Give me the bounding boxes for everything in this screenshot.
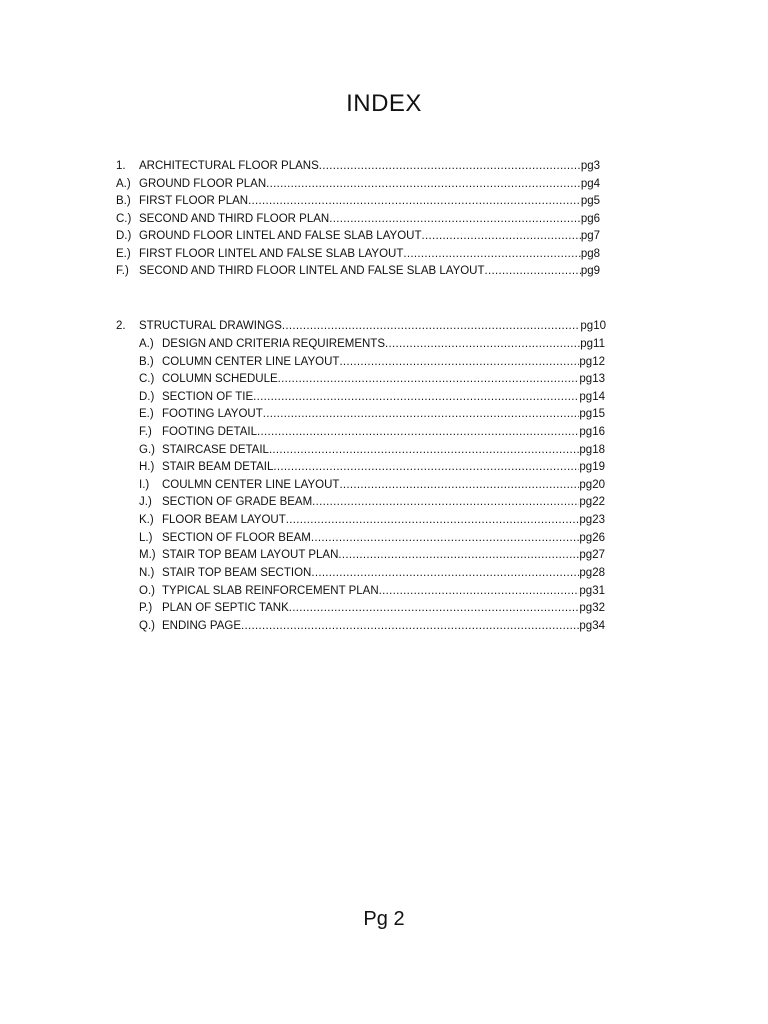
toc-item	[139, 356, 605, 373]
toc-item-letter: K.)	[139, 514, 154, 526]
toc-item-label: FIRST FLOOR LINTEL AND FALSE SLAB LAYOUT	[139, 248, 404, 260]
toc-item-label: DESIGN AND CRITERIA REQUIREMENTS	[162, 338, 386, 350]
page-number: Pg 2	[363, 908, 405, 930]
toc-page-ref: pg3	[580, 160, 600, 172]
toc-item	[139, 391, 605, 408]
toc-page-ref: pg8	[580, 248, 600, 260]
toc-page-ref: pg23	[579, 514, 605, 526]
toc-item-letter: B.)	[139, 356, 154, 368]
toc-item	[139, 338, 605, 355]
toc-item	[139, 549, 605, 566]
toc-dot-leader	[263, 408, 580, 420]
toc-item-label: ENDING PAGE	[162, 620, 242, 632]
toc-item	[139, 408, 605, 425]
toc-dot-leader	[385, 338, 580, 350]
toc-page-ref: pg11	[580, 338, 605, 350]
toc-item-letter: M.)	[139, 549, 156, 561]
toc-dot-leader	[339, 479, 579, 491]
toc-page-ref: pg32	[579, 602, 605, 614]
toc-section-architectural	[116, 160, 600, 177]
toc-item	[116, 265, 600, 282]
toc-dot-leader	[319, 160, 581, 172]
toc-dot-leader	[253, 391, 579, 403]
toc-item-label: SECTION OF GRADE BEAM	[162, 496, 313, 508]
toc-item-letter: J.)	[139, 496, 152, 508]
toc-item-label: FOOTING LAYOUT	[162, 408, 263, 420]
toc-section-number: 2.	[116, 320, 126, 332]
toc-dot-leader	[273, 461, 579, 473]
toc-dot-leader	[278, 373, 580, 385]
toc-item	[116, 178, 600, 195]
toc-item	[116, 230, 600, 247]
toc-dot-leader	[248, 195, 581, 207]
toc-item-letter: D.)	[139, 391, 155, 403]
toc-item	[139, 532, 605, 549]
toc-dot-leader	[311, 532, 580, 544]
toc-page-ref: pg10	[580, 320, 606, 332]
toc-item	[116, 213, 600, 230]
toc-item-letter: C.)	[139, 373, 155, 385]
toc-page-ref: pg34	[579, 620, 605, 632]
toc-page-ref: pg22	[579, 496, 605, 508]
toc-item	[139, 426, 605, 443]
toc-item-label: SECTION OF FLOOR BEAM	[162, 532, 311, 544]
toc-page-ref: pg4	[580, 178, 600, 190]
toc-item-letter: E.)	[139, 408, 154, 420]
toc-item-letter: B.)	[116, 195, 131, 207]
toc-item	[116, 195, 600, 212]
toc-section-structural	[116, 320, 606, 337]
toc-item-letter: F.)	[139, 426, 152, 438]
toc-item-letter: Q.)	[139, 620, 155, 632]
toc-item-label: GROUND FLOOR PLAN	[139, 178, 267, 190]
toc-dot-leader	[282, 320, 581, 332]
toc-item-label: SECOND AND THIRD FLOOR LINTEL AND FALSE SLAB LAYOUT	[139, 265, 485, 277]
toc-page-ref: pg27	[579, 549, 605, 561]
toc-item-letter: P.)	[139, 602, 153, 614]
toc-dot-leader	[269, 444, 579, 456]
toc-item	[139, 567, 605, 584]
toc-item-label: FIRST FLOOR PLAN	[139, 195, 249, 207]
toc-page-ref: pg6	[580, 213, 600, 225]
toc-page-ref: pg15	[579, 408, 605, 420]
toc-page-ref: pg31	[579, 585, 605, 597]
toc-item-letter: N.)	[139, 567, 155, 579]
toc-item	[139, 602, 605, 619]
toc-item-label: STAIR TOP BEAM LAYOUT PLAN	[162, 549, 339, 561]
toc-item-label: COULMN CENTER LINE LAYOUT	[162, 479, 340, 491]
toc-page-ref: pg14	[579, 391, 605, 403]
toc-item-letter: E.)	[116, 248, 131, 260]
toc-item	[139, 479, 605, 496]
toc-item-letter: O.)	[139, 585, 155, 597]
toc-item-label: FLOOR BEAM LAYOUT	[162, 514, 286, 526]
toc-section-label: STRUCTURAL DRAWINGS	[139, 320, 282, 332]
toc-item-label: TYPICAL SLAB REINFORCEMENT PLAN	[162, 585, 379, 597]
toc-item-label: SECOND AND THIRD FLOOR PLAN	[139, 213, 330, 225]
toc-item-label: STAIRCASE DETAIL	[162, 444, 269, 456]
toc-item-label: FOOTING DETAIL	[162, 426, 257, 438]
toc-dot-leader	[485, 265, 581, 277]
toc-item-label: SECTION OF TIE	[162, 391, 254, 403]
toc-dot-leader	[266, 178, 581, 190]
toc-item	[139, 461, 605, 478]
toc-item	[139, 585, 605, 602]
toc-item-letter: A.)	[139, 338, 154, 350]
toc-item-label: STAIR TOP BEAM SECTION	[162, 567, 312, 579]
toc-item	[139, 444, 605, 461]
toc-item-letter: L.)	[139, 532, 153, 544]
toc-section-number: 1.	[116, 160, 126, 172]
toc-dot-leader	[312, 496, 579, 508]
toc-page-ref: pg13	[579, 373, 605, 385]
toc-page-ref: pg9	[580, 265, 600, 277]
toc-item-label: STAIR BEAM DETAIL	[162, 461, 274, 473]
toc-item-label: GROUND FLOOR LINTEL AND FALSE SLAB LAYOUT	[139, 230, 422, 242]
toc-item-label: COLUMN CENTER LINE LAYOUT	[162, 356, 340, 368]
toc-page-ref: pg18	[579, 444, 605, 456]
toc-page-ref: pg20	[579, 479, 605, 491]
toc-item-letter: G.)	[139, 444, 155, 456]
toc-item	[116, 248, 600, 265]
toc-item-letter: I.)	[139, 479, 150, 491]
toc-page-ref: pg12	[579, 356, 605, 368]
toc-page-ref: pg7	[580, 230, 600, 242]
toc-dot-leader	[286, 514, 580, 526]
toc-item-letter: H.)	[139, 461, 155, 473]
toc-item-letter: D.)	[116, 230, 132, 242]
toc-page-ref: pg19	[579, 461, 605, 473]
toc-dot-leader	[241, 620, 579, 632]
toc-item	[139, 496, 605, 513]
toc-page-ref: pg28	[579, 567, 605, 579]
toc-dot-leader	[311, 567, 579, 579]
toc-page-ref: pg5	[580, 195, 600, 207]
toc-dot-leader	[403, 248, 580, 260]
toc-dot-leader	[339, 356, 579, 368]
toc-page-ref: pg26	[579, 532, 605, 544]
toc-section-label: ARCHITECTURAL FLOOR PLANS	[139, 160, 319, 172]
toc-dot-leader	[338, 549, 579, 561]
toc-item-label: COLUMN SCHEDULE	[162, 373, 278, 385]
toc-dot-leader	[329, 213, 581, 225]
toc-item-label: PLAN OF SEPTIC TANK	[162, 602, 289, 614]
toc-item	[139, 620, 605, 637]
toc-item	[139, 514, 605, 531]
toc-page-ref: pg16	[579, 426, 605, 438]
toc-dot-leader	[379, 585, 580, 597]
toc-dot-leader	[421, 230, 580, 242]
toc-item-letter: C.)	[116, 213, 132, 225]
toc-item	[139, 373, 605, 390]
toc-item-letter: F.)	[116, 265, 129, 277]
toc-dot-leader	[289, 602, 580, 614]
page-title: INDEX	[346, 90, 422, 117]
toc-dot-leader	[257, 426, 579, 438]
toc-item-letter: A.)	[116, 178, 131, 190]
